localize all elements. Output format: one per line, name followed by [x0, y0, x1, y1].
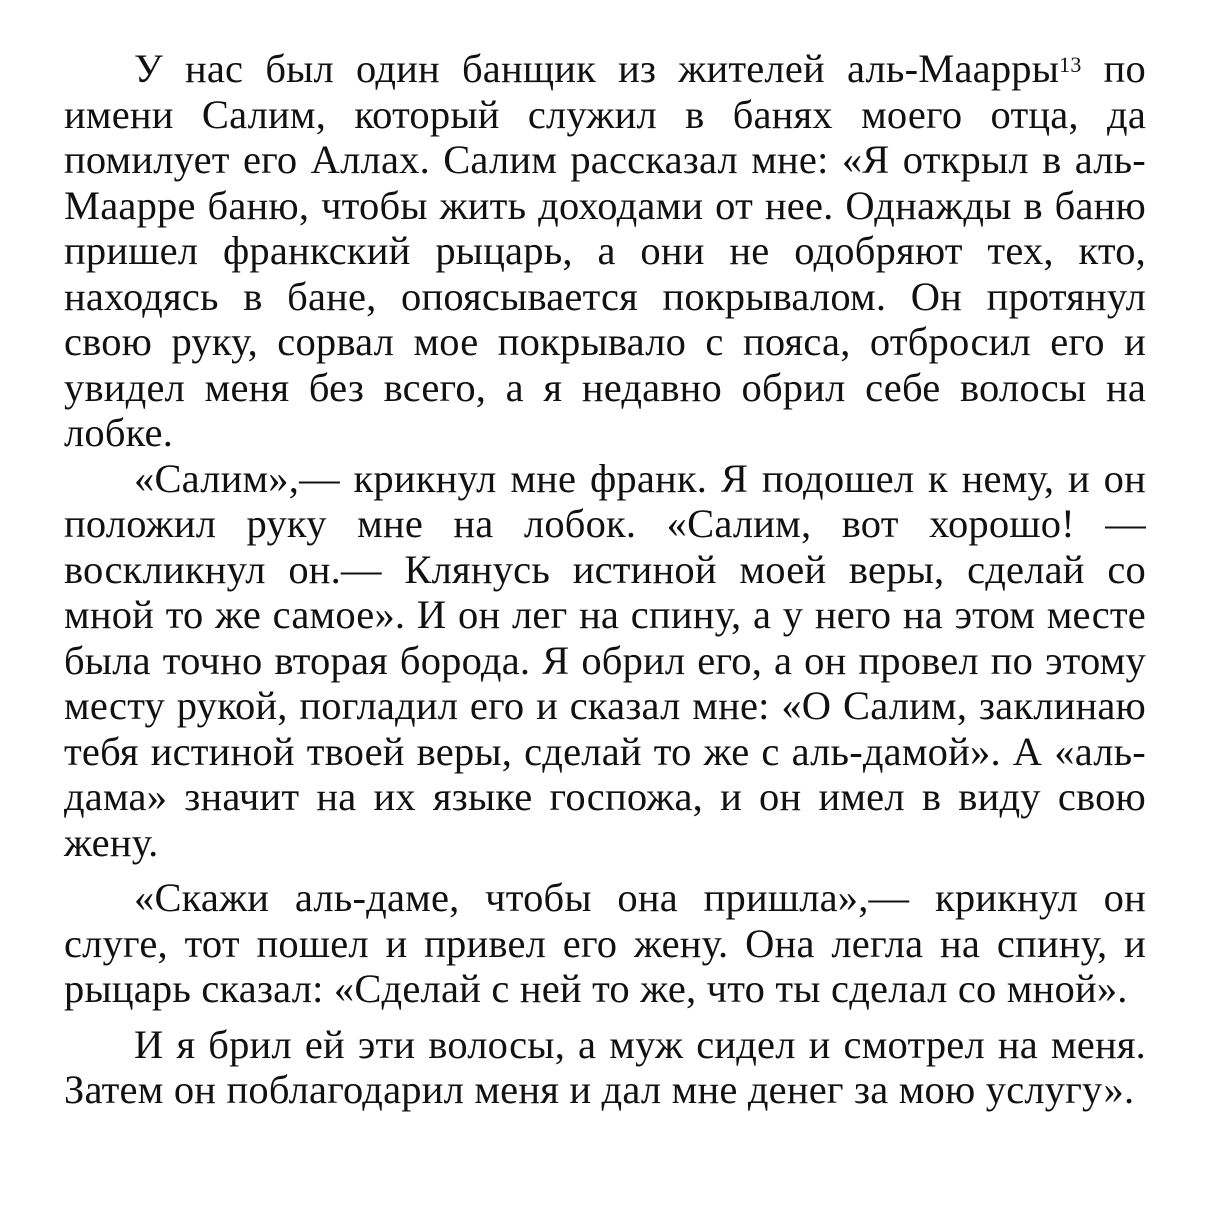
paragraph-2: «Салим»,— крикнул мне франк. Я подошел к нему, и он положил руку мне на лобок. «Салим, вот хорошо! — воскликнул он.— Клянусь истиной моей веры, сделай со мной то же самое». И он лег на спину, а у него на этом месте была точно вторая борода. Я обрил его, а он провел по этому месту рукой, погладил его и сказал мне: «О Салим, заклинаю тебя истиной твоей веры, сделай то же с аль-дамой». А «аль-дама» значит на их языке госпожа, и он имел в виду свою жену. [64, 455, 1146, 865]
body-text [64, 46, 1146, 1113]
paragraph-1-rest: по имени Салим, который служил в банях моего отца, да помилует его Аллах. Салим рассказал мне: «Я открыл в аль-Маарре баню, чтобы жить доходами от нее. Однажды в баню пришел франкский рыцарь, а они не одобряют тех, кто, находясь в бане, опоясывается покрывалом. Он протянул свою руку, сорвал мое покрывало с пояса, отбросил его и увидел меня без всего, а я недавно обрил себе волосы на лобке. [64, 46, 1146, 455]
paragraph-4: И я брил ей эти волосы, а муж сидел и смотрел на меня. Затем он поблагодарил меня и дал мне денег за мою услугу». [64, 1021, 1146, 1112]
footnote-marker[interactable]: 13 [1059, 51, 1082, 77]
paragraph-1-text: У нас был один банщик из жителей аль-Маарры [134, 46, 1060, 91]
paragraph-1 [64, 46, 1146, 456]
paragraph-3: «Скажи аль-даме, чтобы она пришла»,— крикнул он слуге, тот пошел и привел его жену. Она легла на спину, и рыцарь сказал: «Сделай с ней то же, что ты сделал со мной». [64, 875, 1146, 1011]
